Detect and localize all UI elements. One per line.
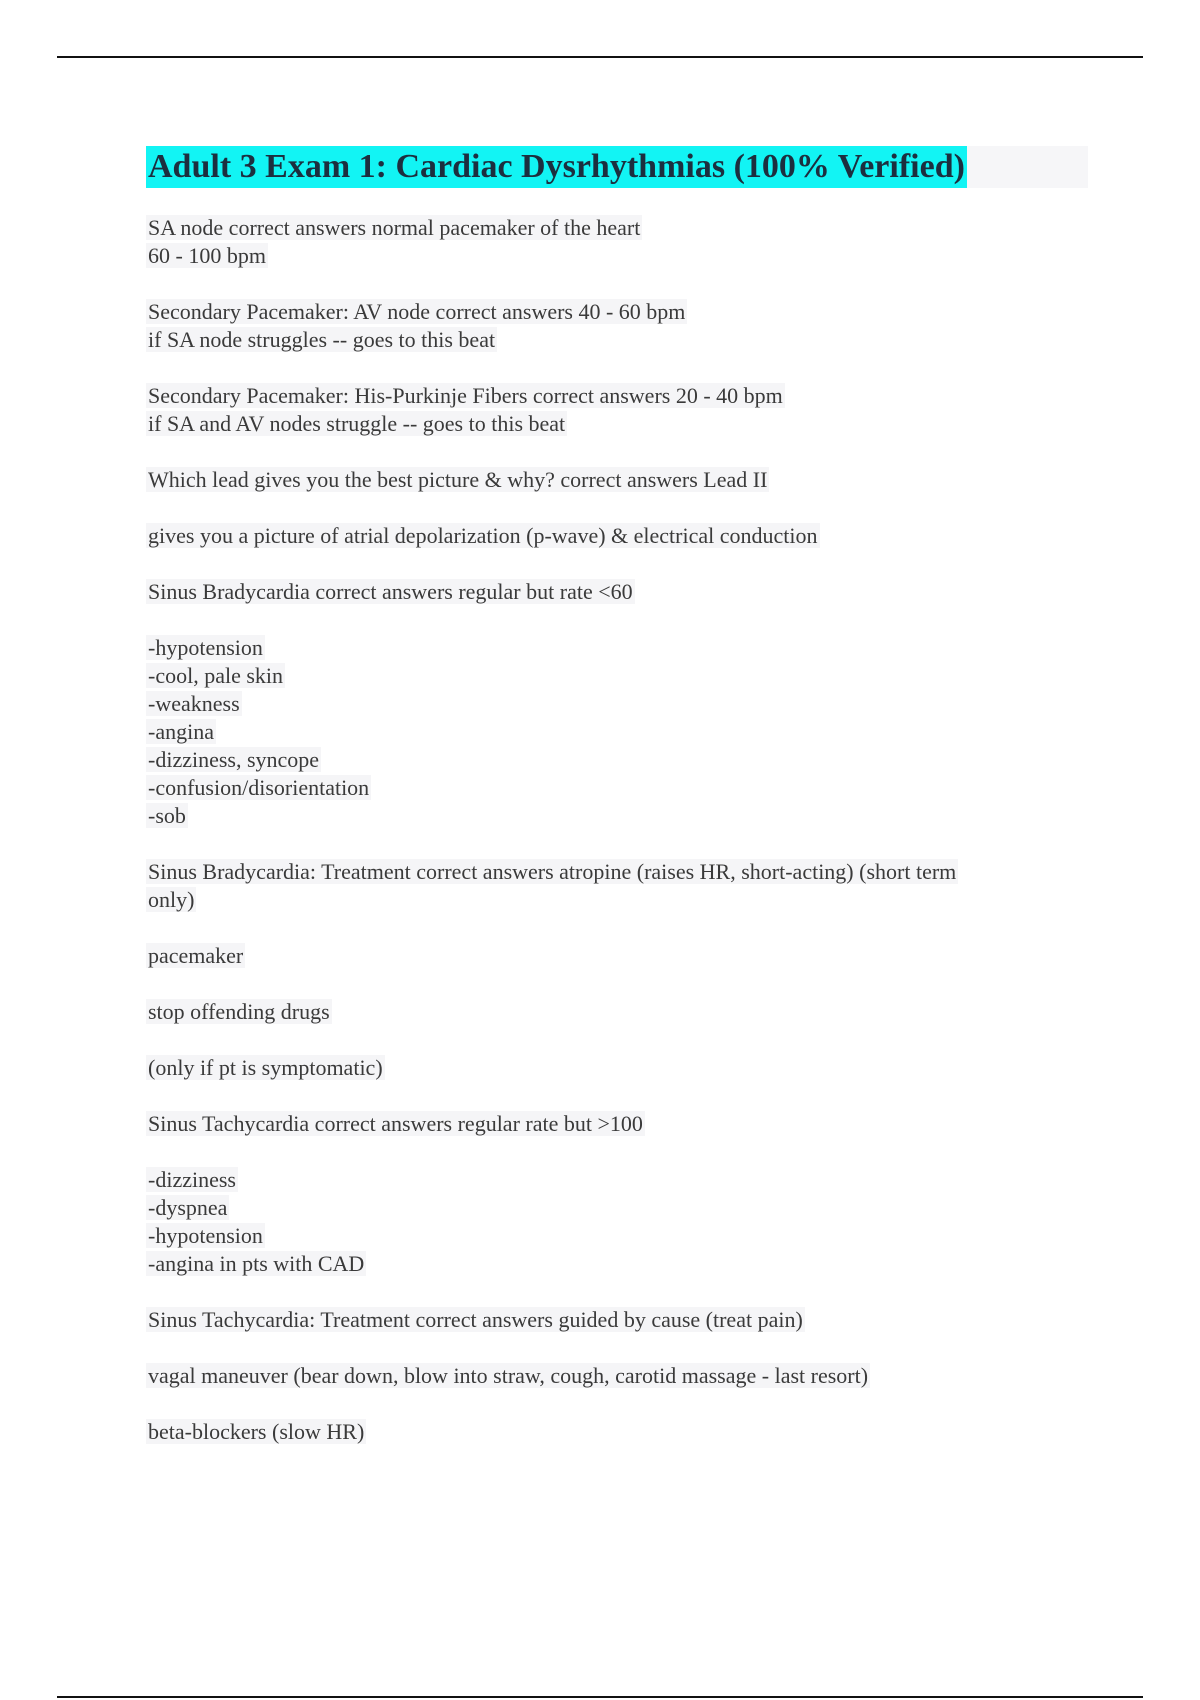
text-line: vagal maneuver (bear down, blow into straw, cough, carotid massage - last resort) bbox=[148, 1363, 869, 1388]
text-line: Secondary Pacemaker: AV node correct answers 40 - 60 bpm bbox=[148, 299, 686, 324]
text-line: Sinus Bradycardia: Treatment correct answers atropine (raises HR, short-acting) (short term bbox=[148, 859, 957, 884]
text-line: beta-blockers (slow HR) bbox=[148, 1419, 365, 1444]
list-item: -angina in pts with CAD bbox=[148, 1251, 365, 1276]
list-item: -cool, pale skin bbox=[148, 663, 284, 688]
text-line: if SA and AV nodes struggle -- goes to this beat bbox=[148, 411, 566, 436]
paragraph-av-node bbox=[146, 298, 1106, 354]
list-item: -dizziness bbox=[148, 1167, 236, 1192]
list-bradycardia-symptoms bbox=[146, 634, 1106, 830]
list-item: -sob bbox=[148, 803, 186, 828]
paragraph-tachycardia-treatment bbox=[146, 1306, 1106, 1334]
text-line: stop offending drugs bbox=[148, 999, 330, 1024]
text-line: (only if pt is symptomatic) bbox=[148, 1055, 383, 1080]
list-item: -angina bbox=[148, 719, 214, 744]
bottom-rule bbox=[57, 1696, 1143, 1698]
paragraph-lead-explanation bbox=[146, 522, 1106, 550]
paragraph-vagal-maneuver bbox=[146, 1362, 1106, 1390]
text-line: only) bbox=[148, 887, 195, 912]
paragraph-symptomatic-note bbox=[146, 1054, 1106, 1082]
list-tachycardia-symptoms bbox=[146, 1166, 1106, 1278]
text-line: Which lead gives you the best picture & why? correct answers Lead II bbox=[148, 467, 768, 492]
list-item: -weakness bbox=[148, 691, 240, 716]
text-line: Sinus Bradycardia correct answers regular but rate <60 bbox=[148, 579, 633, 604]
paragraph-sinus-bradycardia bbox=[146, 578, 1106, 606]
text-line: Secondary Pacemaker: His-Purkinje Fibers correct answers 20 - 40 bpm bbox=[148, 383, 783, 408]
paragraph-bradycardia-treatment bbox=[146, 858, 1106, 914]
paragraph-sinus-tachycardia bbox=[146, 1110, 1106, 1138]
list-item: -hypotension bbox=[148, 1223, 263, 1248]
text-line: Sinus Tachycardia correct answers regular rate but >100 bbox=[148, 1111, 643, 1136]
text-line: Sinus Tachycardia: Treatment correct answers guided by cause (treat pain) bbox=[148, 1307, 803, 1332]
list-item: -dyspnea bbox=[148, 1195, 228, 1220]
list-item: -confusion/disorientation bbox=[148, 775, 370, 800]
top-rule bbox=[57, 56, 1143, 58]
document-body bbox=[146, 214, 1106, 1474]
paragraph-best-lead bbox=[146, 466, 1106, 494]
text-line: SA node correct answers normal pacemaker of the heart bbox=[148, 215, 641, 240]
list-item: -hypotension bbox=[148, 635, 263, 660]
paragraph-pacemaker bbox=[146, 942, 1106, 970]
text-line: gives you a picture of atrial depolarization (p-wave) & electrical conduction bbox=[148, 523, 818, 548]
paragraph-sa-node bbox=[146, 214, 1106, 270]
text-line: pacemaker bbox=[148, 943, 244, 968]
paragraph-stop-drugs bbox=[146, 998, 1106, 1026]
paragraph-his-purkinje bbox=[146, 382, 1106, 438]
list-item: -dizziness, syncope bbox=[148, 747, 320, 772]
text-line: if SA node struggles -- goes to this beat bbox=[148, 327, 496, 352]
text-line: 60 - 100 bpm bbox=[148, 243, 266, 268]
document-title: Adult 3 Exam 1: Cardiac Dysrhythmias (100% Verified) bbox=[146, 146, 967, 188]
paragraph-beta-blockers bbox=[146, 1418, 1106, 1446]
